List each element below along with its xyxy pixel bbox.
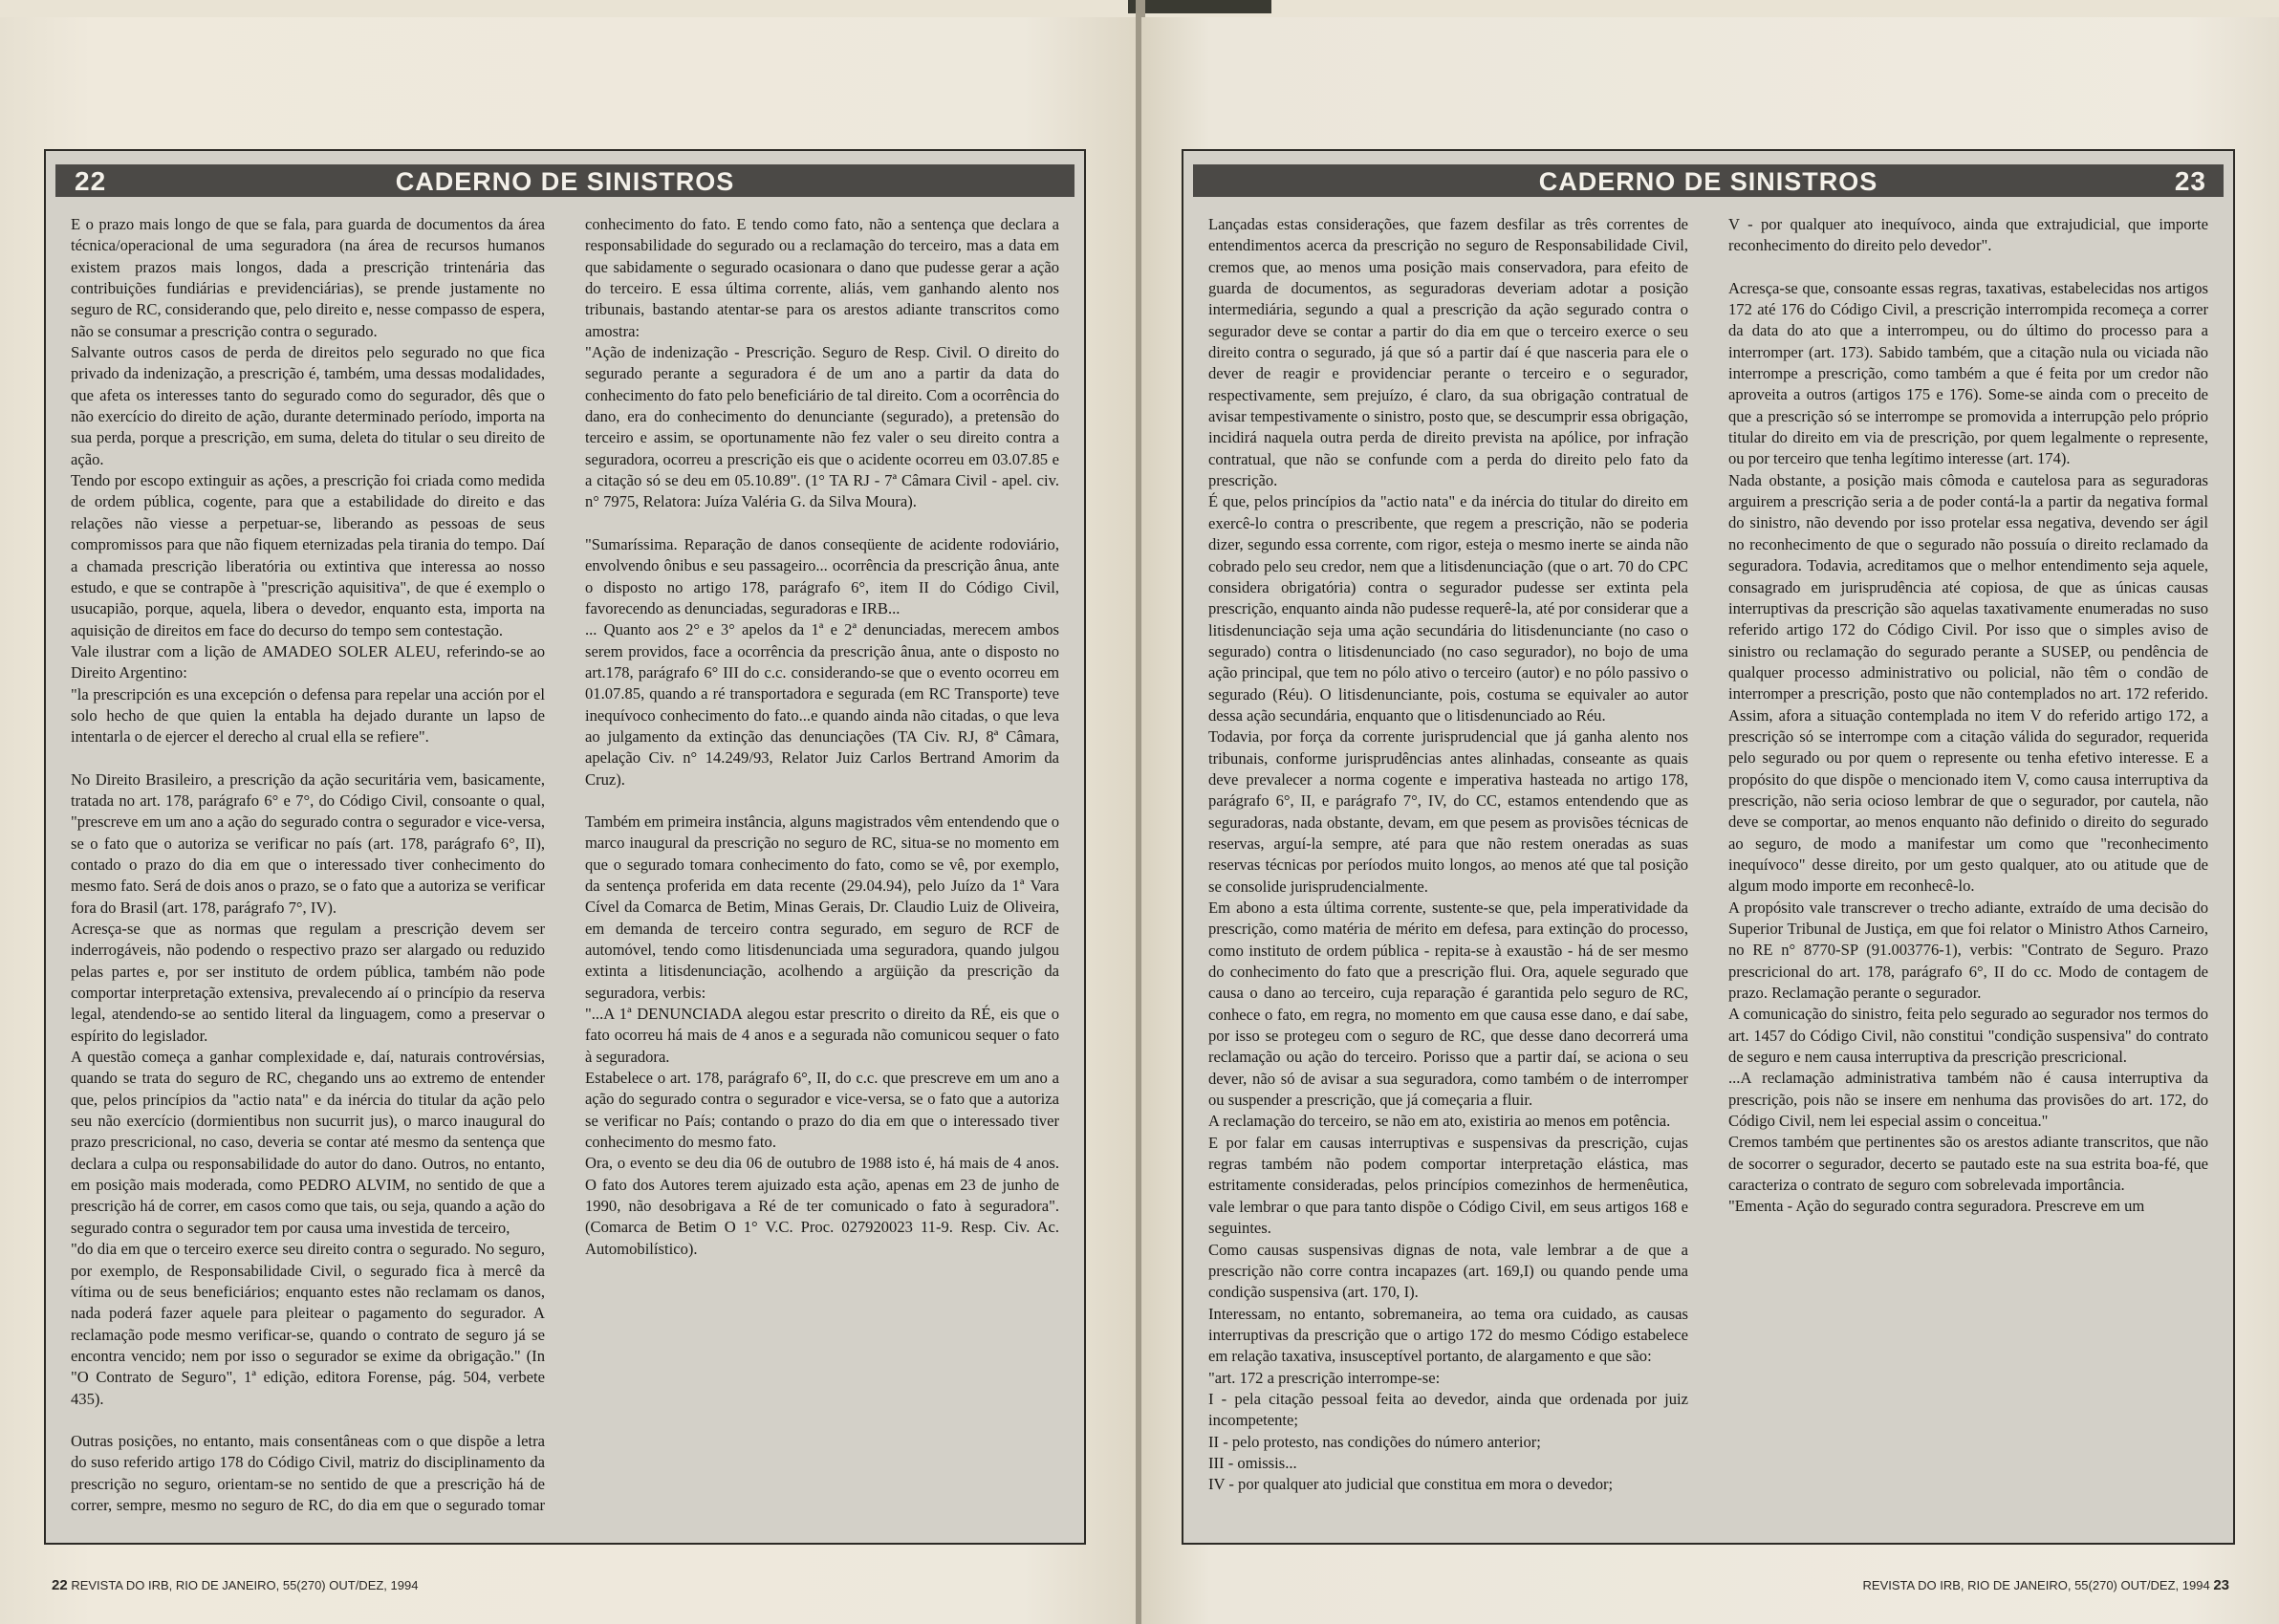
paragraph: É que, pelos princípios da "actio nata" e da inércia do titular do direito em exercê-lo contra o prescribente, que regem a prescrição, não se poderia dizer, segundo essa corrente, com rigor, esteja o mesmo inerte se ainda não cobrado pelo seu credor, nem que a litisdenunciação (que o art. 70 do CPC considera obrigatória) contra o segurador pudesse ser extinta pela prescrição, enquanto ainda não pudesse requerê-la, até por considerar que a litisdenunciação seja uma ação secundária do litisdenunciante (no caso o segurado) contra o litisdenunciado (no caso segurador), no bojo de uma ação principal, que tem no pólo ativo o terceiro (autor) e no pólo passivo o segurado (Réu). O litisdenunciante, pois, costuma se equivaler ao autor dessa ação secundária, enquanto que o litisdenunciado ao Réu. bbox=[1208, 492, 1688, 725]
article-text-right bbox=[1208, 214, 2208, 1526]
article-text-left bbox=[71, 214, 1059, 1526]
paragraph: A propósito vale transcrever o trecho adiante, extraído de uma decisão do Superior Tribunal de Justiça, em que foi relator o Ministro Athos Carneiro, no RE n° 8770-SP (91.003776-1), verbis: "Contrato de Seguro. Prazo prescricional do art. 178, parágrafo 6°, II do cc. Modo de contagem de prazo. Reclamação perante o segurador. bbox=[1728, 898, 2208, 1003]
footer-text: REVISTA DO IRB, RIO DE JANEIRO, 55(270) OUT/DEZ, 1994 bbox=[1862, 1578, 2210, 1592]
paragraph: Salvante outros casos de perda de direitos pelo segurado no que fica privado da indenização, a prescrição é, também, uma dessas modalidades, que afeta os interesses tanto do segurado como do segurador, dês que o não exercício do direito de ação, durante determinado período, importa na sua perda, porque a prescrição, em suma, deleta do titular o seu direito de ação. bbox=[71, 343, 545, 468]
law-item: "art. 172 a prescrição interrompe-se: bbox=[1208, 1368, 1441, 1387]
section-title: CADERNO DE SINISTROS bbox=[395, 167, 735, 196]
top-edge-strip bbox=[1128, 0, 1271, 13]
paragraph: Tendo por escopo extinguir as ações, a prescrição foi criada como medida de ordem pública, cogente, para que a estabilidade do direito e das relações não viesse a perpetuar-se, liberando as pessoas de seus compromissos para que não fiquem eternizadas pela tirania do tempo. Daí a chamada prescrição liberatória ou extintiva que interessa ao nosso estudo, e que se contrapõe à "prescrição aquisitiva", de que é exemplo o usucapião, porque, aquela, libera o devedor, enquanto esta, importa na aquisição de direitos em face do decurso do tempo sem contestação. bbox=[71, 471, 545, 639]
section-header-left bbox=[55, 164, 1074, 197]
law-item: I - pela citação pessoal feita ao devedor, ainda que ordenada por juiz incompetente; bbox=[1208, 1389, 1688, 1430]
paragraph: Todavia, por força da corrente jurisprudencial que já ganha alento nos tribunais, conforme jurisprudências antes alinhadas, conseante as quais deve prevalecer a norma cogente e imperativa hasteada no artigo 178, parágrafo 6°, II, e parágrafo 7°, IV, do CC, estamos entendendo que as seguradoras, nada obstante, devam, em que pesem as provisões técnicas de reservas, arguí-la sempre, até para que não restem oneradas as suas reservas técnicas por períodos muito longos, ao menos até que tal posição se consolide jurisprudencialmente. bbox=[1208, 727, 1688, 896]
paragraph: Acresça-se que, consoante essas regras, taxativas, estabelecidas nos artigos 172 até 176 do Código Civil, a prescrição interrompida recomeça a correr da data do ato que a interrompeu, ou do último do processo para a interromper (art. 173). Sabido também, que a citação nula ou viciada não interrompe a prescrição, como também a que é feita por um credor não aproveita a outros (artigos 175 e 176). Some-se ainda com o preceito de que a prescrição só se interrompe se promovida a interrupção pelo próprio titular do direito em via de prescrição, por quem legalmente o represente, ou por terceiro que tenha legítimo interesse (art. 174). bbox=[1728, 278, 2208, 468]
paragraph: Nada obstante, a posição mais cômoda e cautelosa para as seguradoras arguirem a prescrição seria a de poder contá-la a partir da negativa formal do sinistro, não devendo por isso protelar essa negativa, devendo ser ágil no reconhecimento de que o segurado não possuía o direito reclamado da seguradora. Todavia, acreditamos que o melhor entendimento seja aquele, consagrado em jurisprudência até copiosa, de que as únicas causas interruptivas da prescrição são aquelas taxativamente enumeradas no suso referido artigo 172 do Código Civil. Por isso que o simples aviso de sinistro ou reclamação do segurado perante a SUSEP, ou pendência de qualquer processo administrativo ou policial, não têm o condão de interromper a prescrição, posto que não contemplados no art. 172 referido. Assim, afora a situação contemplada no item V do referido artigo 172, a prescrição só se interrompe com a citação válida do segurador, requerida pelo segurado ou por quem o represente ou tenha efetivo interesse. E a propósito do que dispõe o mencionado item V, como causa interruptiva da prescrição, não seria ocioso lembrar de que o segurador, por cautela, não deve se comportar, ao menos enquanto não definido o direito do segurado ao seguro, de modo a manifestar um como que "reconhecimento inequívoco" desse direito, por um gesto qualquer, ato ou atitude que de algum modo importe em reconhecê-lo. bbox=[1728, 470, 2208, 896]
paragraph: Também em primeira instância, alguns magistrados vêm entendendo que o marco inaugural da prescrição no seguro de RC, situa-se no momento em que o segurado tomara conhecimento do fato, como se vê, por exemplo, da sentença proferida em data recente (29.04.94), pelo Juízo da 1ª Vara Cível da Comarca de Betim, Minas Gerais, Dr. Claudio Luiz de Oliveira, em demanda de terceiro contra segurado, em seguro de RCF de automóvel, tendo como litisdenunciada uma seguradora, quando julgou extinta a litisdenunciação, acolhendo a argüição da prescrição da seguradora, verbis: bbox=[585, 812, 1059, 1002]
quote-paragraph: "la prescripción es una excepción o defensa para repelar una acción por el solo hecho de que quien la entabla ha dejado durante un lapso de intentarla o de ejercer el derecho al crual ella se refiere". bbox=[71, 684, 545, 747]
footer-text: REVISTA DO IRB, RIO DE JANEIRO, 55(270) OUT/DEZ, 1994 bbox=[71, 1578, 419, 1592]
page-footer-left bbox=[52, 1577, 418, 1593]
page-left bbox=[0, 17, 1138, 1624]
quote-paragraph: "Ementa - Ação do segurado contra seguradora. Prescreve em um bbox=[1728, 1197, 2145, 1216]
article-box-left bbox=[44, 149, 1086, 1545]
quote-paragraph: "...A 1ª DENUNCIADA alegou estar prescrito o direito da RÉ, eis que o fato ocorreu há mais de 4 anos e a segurada não comunicou sequer o fato à seguradora. bbox=[585, 1005, 1059, 1066]
quote-paragraph: "Sumaríssima. Reparação de danos conseqüente de acidente rodoviário, envolvendo ônibus e seu passageiro... ocorrência da prescrição ânua, ante o disposto no artigo 178, parágrafo 6°, item II do Código Civil, favorecendo as denunciadas, seguradoras e IRB... bbox=[585, 534, 1059, 617]
law-item: II - pelo protesto, nas condições do número anterior; bbox=[1208, 1432, 1541, 1451]
paragraph: A questão começa a ganhar complexidade e, daí, naturais controvérsias, quando se trata do seguro de RC, chegando uns ao extremo de entender que, pelos princípios da "actio nata" e da inércia do titular da ação pelo seu não exercício (dormientibus non sucurrit jus), o marco inaugural do prazo prescricional, no caso, deveria se contar até mesmo da sentença que declara a culpa ou responsabilidade do autor do dano. Outros, no entanto, em posição mais moderada, como PEDRO ALVIM, no sentido de que a prescrição há de correr, em casos como que tais, ou seja, quando a ação do segurado contra o segurador tem por causa uma investida de terceiro, bbox=[71, 1048, 545, 1237]
paragraph: E por falar em causas interruptivas e suspensivas da prescrição, cujas regras também não podem comportar interpretação elástica, mas estritamente consideradas, pelos princípios comezinhos de hermenêutica, vale lembrar o que para tanto dispõe o Código Civil, em seus artigos 168 e seguintes. bbox=[1208, 1133, 1688, 1238]
paragraph: Acresça-se que as normas que regulam a prescrição devem ser inderrogáveis, não podendo o respectivo prazo ser alargado ou reduzido pelas partes e, por ser instituto de ordem pública, também não pode comportar interpretação extensiva, prevalecendo aí o princípio da reserva legal, atendendo-se ao sentido literal da linguagem, como a preservar o espírito do legislador. bbox=[71, 920, 545, 1045]
page-footer-right bbox=[1863, 1577, 2229, 1593]
law-item: V - por qualquer ato inequívoco, ainda que extrajudicial, que importe reconhecimento do direito pelo devedor". bbox=[1728, 215, 2208, 255]
paragraph: Vale ilustrar com a lição de AMADEO SOLER ALEU, referindo-se ao Direito Argentino: bbox=[71, 641, 545, 682]
quote-paragraph: ...A reclamação administrativa também não é causa interruptiva da prescrição, pois não se insere em nenhuma das provisões do art. 172, do Código Civil, nem lei especial assim o conceitua." bbox=[1728, 1069, 2208, 1131]
paragraph: Como causas suspensivas dignas de nota, vale lembrar a de que a prescrição não corre contra incapazes (art. 169,I) ou quando pende uma condição suspensiva (art. 170, I). bbox=[1208, 1240, 1688, 1302]
paragraph: Outras posições, no entanto, mais consentâneas com o que dispõe a letra do suso referido artigo 178 do Código Civil, matriz do disciplinamento da prescrição no seguro, orientam-se no sentido de que a prescrição há de correr, sempre, mesmo no seguro de RC, do dia em que o segurado tomar conhecimento do fato. E tendo como fato, não a sentença que declara a responsabilidade do segurado ou a reclamação do terceiro, mas a data em que sabidamente o segurado ocasionara o dano que pudesse gerar a ação do terceiro. E essa última corrente, aliás, vem ganhando alento nos tribunais, bastando atentar-se para os arestos adiante transcritos como amostra: bbox=[71, 215, 1059, 1514]
paragraph: E o prazo mais longo de que se fala, para guarda de documentos da área técnica/operacional de uma seguradora (na área de recursos humanos existem prazos mais longos, dada a prescrição trintenária das contribuições fundiárias e previdenciárias), se prende justamente no seguro de RC, considerando que, pelo direito e, nesse compasso de espera, não se consumar a prescrição contra o segurado. bbox=[71, 215, 545, 340]
law-item: III - omissis... bbox=[1208, 1453, 1297, 1472]
footer-page-number: 23 bbox=[2213, 1577, 2229, 1593]
quote-paragraph: Ora, o evento se deu dia 06 de outubro de 1988 isto é, há mais de 4 anos. O fato dos Autores terem ajuizado esta ação, apenas em 23 de junho de 1990, não desobrigava a Ré de ter comunicado o fato à seguradora". (Comarca de Betim O 1° V.C. Proc. 027920023 11-9. Resp. Civ. Ac. Automobilístico). bbox=[585, 1154, 1059, 1258]
law-item: IV - por qualquer ato judicial que constitua em mora o devedor; bbox=[1208, 1475, 1614, 1494]
quote-paragraph: ... Quanto aos 2° e 3° apelos da 1ª e 2ª denunciadas, merecem ambos serem providos, face a ocorrência da prescrição ânua, ante o disposto no art.178, parágrafo 6° III do c.c. considerando-se que o evento ocorreu em 01.07.85, quando a ré transportadora e segurada (em RC Transporte) teve inequívoco conhecimento do fato...e quando ainda não citadas, o que leva ao julgamento da extinção das denunciações (TA Civ. RJ, 8ª Câmara, apelação Civ. n° 14.249/93, Relator Juiz Carlos Bertrand Amorim da Cruz). bbox=[585, 620, 1059, 789]
quote-paragraph: "Ação de indenização - Prescrição. Seguro de Resp. Civil. O direito do segurado perante a seguradora é de um ano a partir da data do conhecimento do fato pelo beneficiário de tal direito. Com a ocorrência do dano, era do conhecimento do denunciante (segurado), a pretensão do terceiro e assim, se oportunamente não fez valer o seu direito contra a seguradora, ocorreu a prescrição eis que o acidente ocorreu em 03.07.85 e a citação só se deu em 05.10.89". (1° TA RJ - 7ª Câmara Civil - apel. civ. n° 7975, Relatora: Juíza Valéria G. da Silva Moura). bbox=[585, 343, 1059, 511]
section-header-right bbox=[1193, 164, 2224, 197]
quote-paragraph: "do dia em que o terceiro exerce seu direito contra o segurado. No seguro, por exemplo, de Responsabilidade Civil, o segurado fica à mercê da vítima ou de seus beneficiários; enquanto estes não reclamam os danos, nada poderá fazer aquele para pleitear o pagamento do segurador. A reclamação pode mesmo verificar-se, quando o contrato de seguro já se encontra vencido; nem por isso o segurador se exime da obrigação." (In "O Contrato de Seguro", 1ª edição, editora Forense, pág. 504, verbete 435). bbox=[71, 1240, 545, 1408]
paragraph: A reclamação do terceiro, se não em ato, existiria ao menos em potência. bbox=[1208, 1112, 1671, 1131]
page-number: 23 bbox=[2174, 166, 2206, 196]
paragraph: Em abono a esta última corrente, sustente-se que, pela imperatividade da prescrição, como matéria de mérito em defesa, para extinção do processo, como instituto de ordem pública - repita-se à exaustão - há de ser mesmo do conhecimento do fato que a prescrição flui. Ora, aquele segurado que causa o dano ao terceiro, cuja reparação é garantida pelo seguro de RC, conhece o fato, em regra, no momento em que causa esse dano, e daí sabe, por isso se protegeu com o seguro de RC, que desse dano decorrerá uma reclamação ou ação do terceiro. Porisso que a partir daí, se aciona o seu dever, não só de avisar a sua seguradora, como também o de interromper ou suspender a prescrição, que já começaria a fluir. bbox=[1208, 899, 1688, 1110]
article-box-right bbox=[1182, 149, 2235, 1545]
page-number: 22 bbox=[75, 166, 107, 196]
paragraph: Cremos também que pertinentes são os arestos adiante transcritos, que não de socorrer o segurador, decerto se pautado este na sua estrita boa-fé, que caracteriza o contrato de seguro com sobrelevada importância. bbox=[1728, 1133, 2208, 1195]
quote-paragraph: A comunicação do sinistro, feita pelo segurado ao segurador nos termos do art. 1457 do Código Civil, não constitui "condição suspensiva" do contrato de seguro e nem causa interruptiva da prescrição prescricional. bbox=[1728, 1005, 2208, 1067]
paragraph: Lançadas estas considerações, que fazem desfilar as três correntes de entendimentos acerca da prescrição no seguro de Responsabilidade Civil, cremos que, ao menos uma posição mais conservadora, para efeito de guarda de documentos, as seguradoras deveriam adotar a posição intermediária, segundo a qual a prescrição da ação segurado contra o segurador deve se contar a partir do dia em que o terceiro exerce o seu direito contra o segurado, já que só a partir daí é que nasceria para ele o dever de reagir e providenciar perante o terceiro e o segurador, respectivamente, sem prejuízo, é claro, da sua obrigação contratual de avisar tempestivamente o sinistro, posto que, se descumprir essa obrigação, incidirá naquela outra perda de direito prevista na apólice, por infração contratual, que não se confunde com a perda do direito pelo fato da prescrição. bbox=[1208, 215, 1688, 490]
paragraph: No Direito Brasileiro, a prescrição da ação securitária vem, basicamente, tratada no art. 178, parágrafo 6° e 7°, do Código Civil, consoante o qual, "prescreve em um ano a ação do segurado contra o segurador e vice-versa, se o fato que o autoriza se verificar no país (art. 178, parágrafo 6°, II), contado o prazo do dia em que o interessado tiver conhecimento do mesmo fato. Será de dois anos o prazo, se o fato que a autoriza se verificar fora do Brasil (art. 178, parágrafo 7°, IV). bbox=[71, 769, 545, 917]
paragraph: Interessam, no entanto, sobremaneira, ao tema ora cuidado, as causas interruptivas da prescrição que o artigo 172 do mesmo Código estabelece em relação taxativa, insusceptível portanto, de alargamento e que são: bbox=[1208, 1304, 1688, 1366]
page-right bbox=[1141, 17, 2279, 1624]
quote-paragraph: Estabelece o art. 178, parágrafo 6°, II, do c.c. que prescreve em um ano a ação do segurado contra o segurador e vice-versa, se o fato que a autoriza se verificar no País; contando o prazo do dia em que o interessado tiver conhecimento do mesmo fato. bbox=[585, 1069, 1059, 1152]
section-title: CADERNO DE SINISTROS bbox=[1538, 167, 1878, 196]
footer-page-number: 22 bbox=[52, 1577, 68, 1593]
